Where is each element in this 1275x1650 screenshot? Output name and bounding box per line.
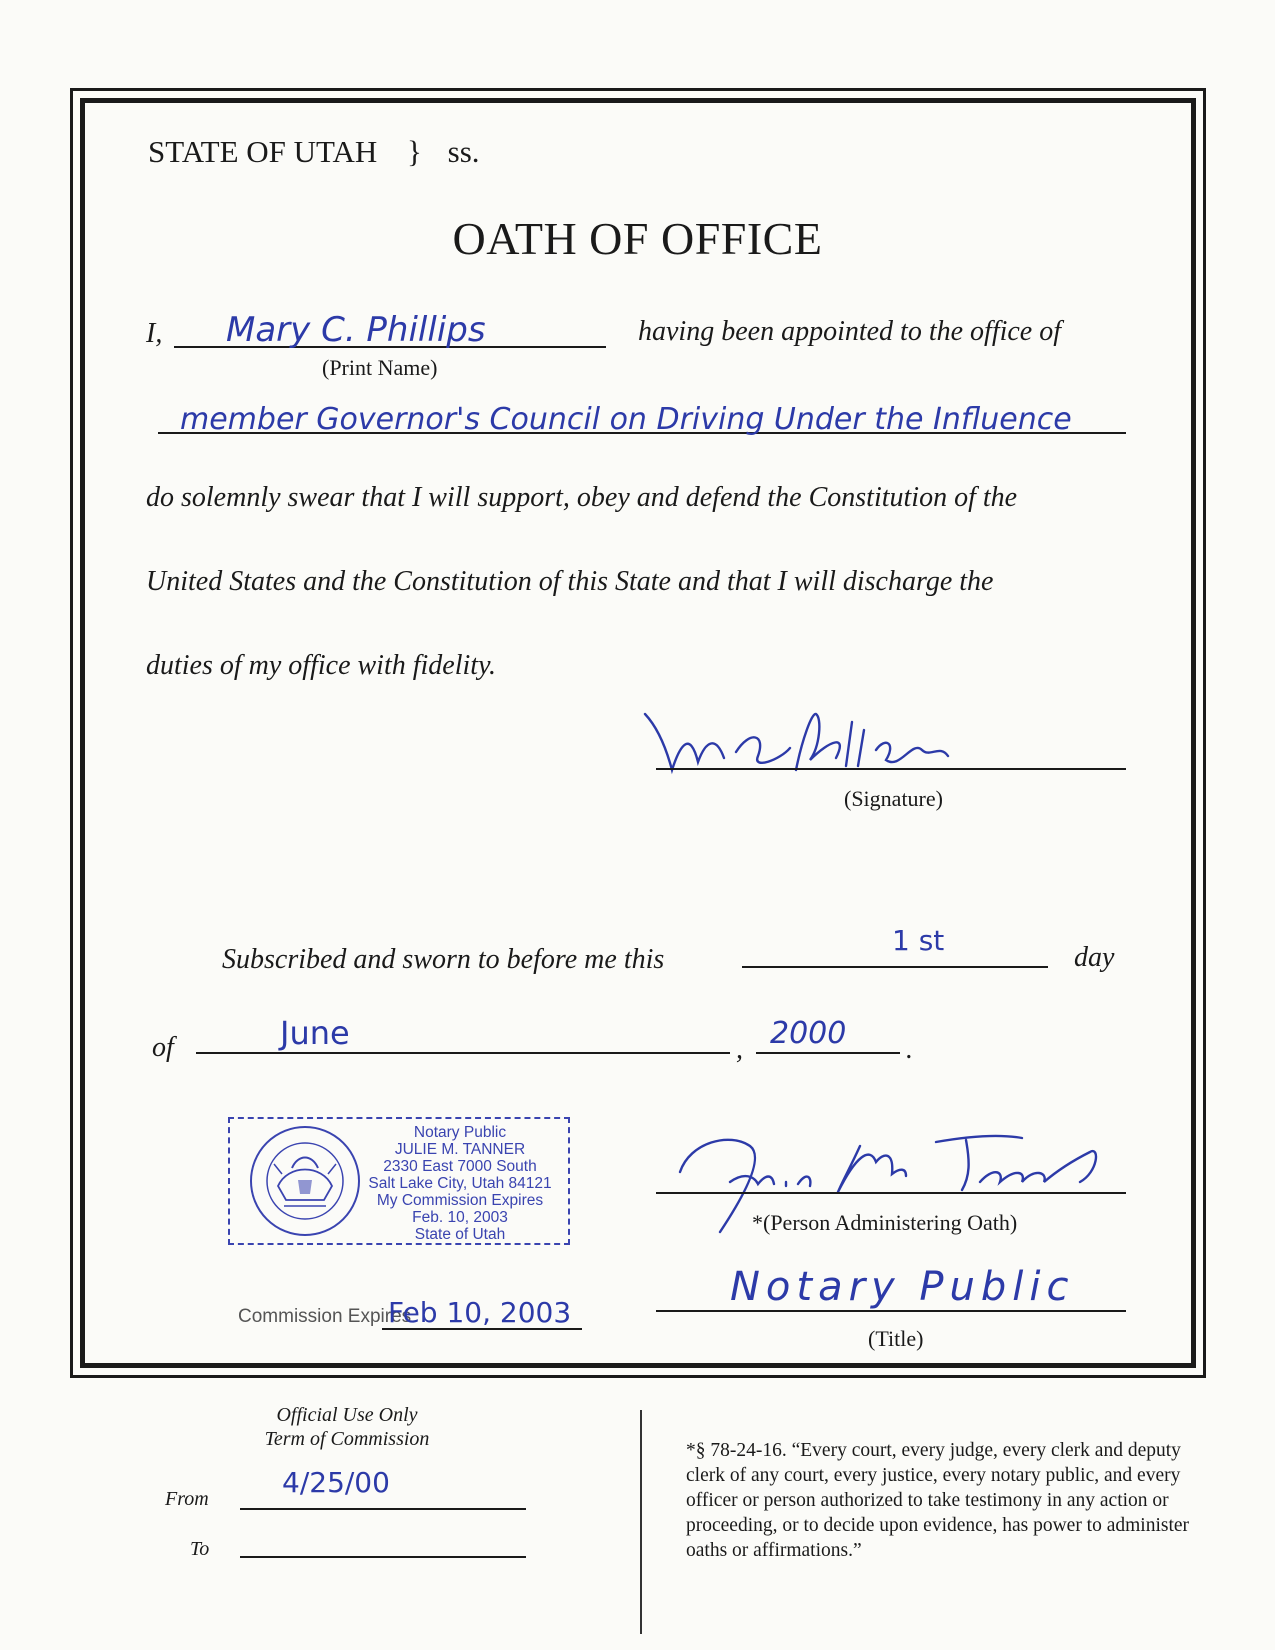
stamp-line-6: Feb. 10, 2003	[412, 1209, 508, 1226]
signature-line	[656, 768, 1126, 770]
stamp-line-5: My Commission Expires	[376, 1192, 544, 1209]
state-heading	[148, 134, 480, 170]
year-handwritten: 2000	[770, 1016, 847, 1051]
appointed-text: having been appointed to the office of	[638, 316, 1062, 347]
stamp-line-1: Notary Public	[413, 1124, 507, 1141]
oath-line-1: do solemnly swear that I will support, obey and defend the Constitution of the	[146, 482, 1018, 513]
comma: ,	[736, 1034, 743, 1065]
notary-stamp-text	[360, 1124, 560, 1243]
great-seal-of-utah	[248, 1124, 362, 1238]
stamp-line-4: Salt Lake City, Utah 84121	[368, 1175, 552, 1192]
signature-label: (Signature)	[844, 786, 943, 811]
from-label: From	[165, 1488, 209, 1510]
administering-label: *(Person Administering Oath)	[752, 1210, 1018, 1235]
year-line	[756, 1052, 900, 1054]
commission-expires-label: Commission Expires	[238, 1306, 412, 1327]
from-date-handwritten: 4/25/00	[282, 1466, 390, 1499]
title-label: (Title)	[868, 1326, 924, 1351]
day-line	[742, 966, 1048, 968]
commission-date-handwritten: Feb 10, 2003	[388, 1296, 572, 1329]
oath-line-3: duties of my office with fidelity.	[146, 650, 496, 681]
sworn-text: Subscribed and sworn to before me this	[222, 944, 665, 975]
period: .	[906, 1034, 913, 1065]
print-name-label: (Print Name)	[322, 355, 438, 380]
ss-label: ss.	[447, 134, 480, 169]
administering-line	[656, 1192, 1126, 1194]
state-name: STATE OF UTAH	[148, 134, 378, 169]
page-title: OATH OF OFFICE	[452, 213, 823, 264]
month-line	[196, 1052, 730, 1054]
day-label: day	[1074, 942, 1115, 973]
statute-text: *§ 78-24-16. “Every court, every judge, every clerk and deputy clerk of any court, every justice, every notary public, and every officer or person authorized to take testimony in any action or proceeding, or to decide upon evidence, has power to administer oaths or affirmations.”	[686, 1440, 1190, 1561]
term-of-commission-heading: Term of Commission	[264, 1428, 430, 1450]
stamp-line-7: State of Utah	[414, 1226, 506, 1243]
title-line	[656, 1310, 1126, 1312]
i-label: I,	[146, 318, 163, 349]
bottom-divider	[640, 1410, 642, 1634]
brace: }	[407, 134, 422, 169]
stamp-line-3: 2330 East 7000 South	[383, 1158, 537, 1175]
month-handwritten: June	[280, 1014, 350, 1052]
oath-line-2: United States and the Constitution of this State and that I will discharge the	[146, 566, 994, 597]
title-handwritten: Notary Public	[730, 1264, 1075, 1310]
of-label: of	[152, 1032, 174, 1063]
official-use-heading: Official Use Only	[276, 1404, 418, 1426]
office-handwritten: member Governor's Council on Driving Under the Influence	[180, 402, 1072, 437]
name-handwritten: Mary C. Phillips	[226, 310, 486, 350]
stamp-line-2: JULIE M. TANNER	[394, 1141, 526, 1158]
day-handwritten: 1 st	[892, 924, 945, 957]
to-label: To	[190, 1538, 210, 1560]
to-line	[240, 1556, 526, 1558]
from-line	[240, 1508, 526, 1510]
